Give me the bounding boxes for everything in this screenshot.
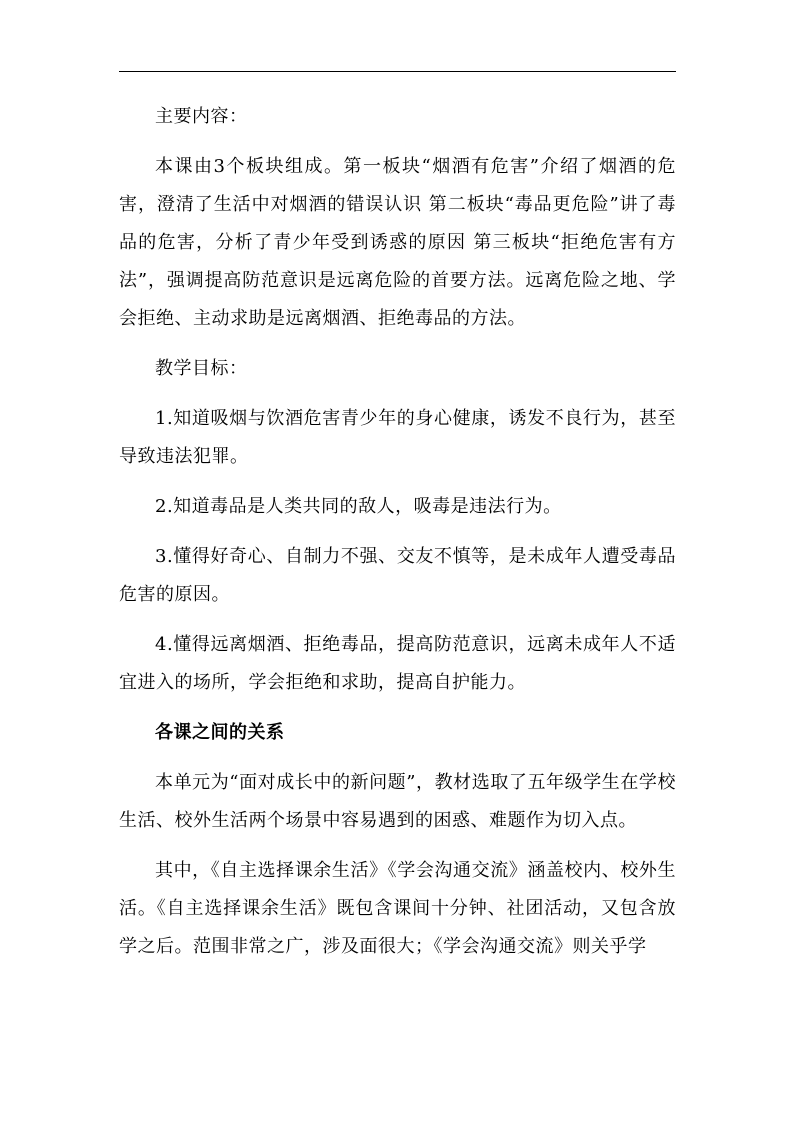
- goal-1: 1.知道吸烟与饮酒危害青少年的身心健康，诱发不良行为，甚至导致违法犯罪。: [119, 408, 676, 467]
- unit-detail-paragraph: 其中，《自主选择课余生活》《学会沟通交流》涵盖校内、校外生活。《自主选择课余生活》既包含课间十分钟、社团活动，又包含放学之后。范围非常之广，涉及面很大；《学会沟通交流》则关乎学: [119, 860, 676, 957]
- goal-3: 3.懂得好奇心、自制力不强、交友不慎等，是未成年人遭受毒品危害的原因。: [119, 546, 676, 605]
- goals-label: 教学目标：: [155, 358, 248, 379]
- goal-4: 4.懂得远离烟酒、拒绝毒品，提高防范意识，远离未成年人不适宜进入的场所，学会拒绝和求助，提高自护能力。: [119, 634, 676, 693]
- unit-intro-paragraph: 本单元为“面对成长中的新问题”，教材选取了五年级学生在学校生活、校外生活两个场景中容易遇到的困惑、难题作为切入点。: [119, 772, 676, 831]
- header-rule: [119, 71, 676, 72]
- main-content-label: 主要内容：: [155, 106, 248, 127]
- intro-paragraph: 本课由3个板块组成。第一板块“烟酒有危害”介绍了烟酒的危害，澄清了生活中对烟酒的错误认识 第二板块“毒品更危险”讲了毒品的危害，分析了青少年受到诱惑的原因 第三板块“拒绝危害有方法”，强调提高防范意识是远离危险的首要方法。远离危险之地、学会拒绝、主动求助是远离烟酒、拒绝毒品的方法。: [119, 156, 676, 329]
- section-heading: 各课之间的关系: [155, 722, 285, 743]
- goal-2: 2.知道毒品是人类共同的敌人，吸毒是违法行为。: [155, 496, 562, 517]
- document-body: [119, 98, 676, 966]
